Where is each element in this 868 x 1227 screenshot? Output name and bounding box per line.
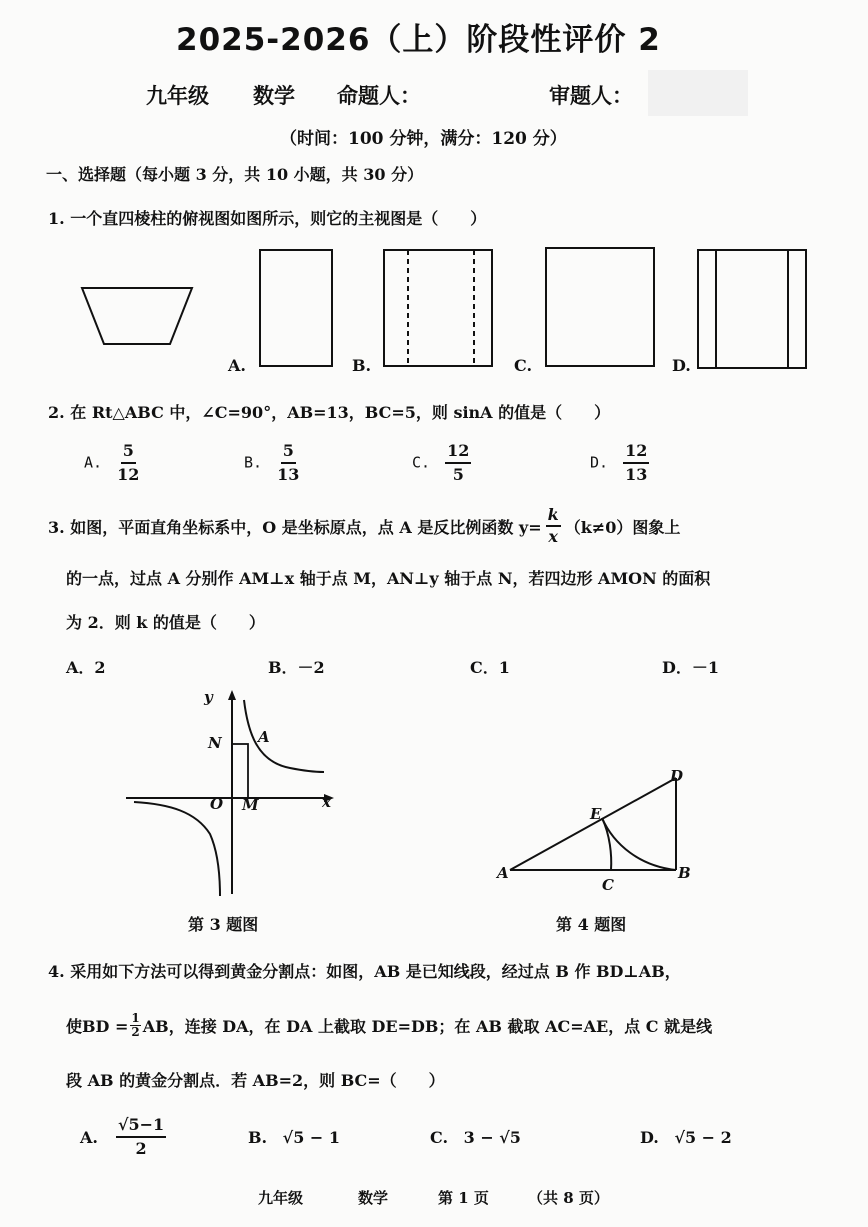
q4-stem-line3: 段 AB 的黄金分割点．若 AB=2，则 BC=（ ） [66,1071,445,1090]
fig4-label-c: C [602,876,614,894]
arc-eb [602,818,676,870]
q2-option-b-label: B. [244,453,263,472]
q1-option-d[interactable]: D. [672,356,691,375]
q1-option-c[interactable]: C. [514,356,533,375]
q4-option-a[interactable] [80,1114,166,1160]
redacted-reviewer-name [648,70,748,116]
section-heading: 一、选择题（每小题 3 分，共 10 小题，共 30 分） [46,165,424,184]
q1-figures [70,240,820,380]
q3-option-a[interactable]: A．2 [66,658,106,677]
footer-total: （共 8 页） [528,1189,609,1207]
grade-label: 九年级 [146,84,209,108]
q3-stem-line2: 的一点，过点 A 分别作 AM⊥x 轴于点 M，AN⊥y 轴于点 N，若四边形 AMON 的面积 [66,569,711,588]
q3-option-b[interactable]: B．－2 [268,658,325,677]
q1-stem: 1. 一个直四棱柱的俯视图如图所示，则它的主视图是（ ） [48,209,487,228]
q4-line2-part1: 使BD = [66,1017,129,1036]
q2-option-b[interactable] [244,440,299,486]
q2-option-d-frac: $\frac{12}{13}$ [625,441,648,484]
fig3-label-a: A [258,728,270,746]
page-title: 2025-2026（上）阶段性评价 2 [176,22,661,58]
fig3-graph [120,684,350,904]
q4-option-d-label: D. [640,1128,659,1147]
option-d-figure [698,250,806,368]
fig4-label-d: D [670,767,684,785]
q4-option-b-value: √5 − 1 [282,1128,340,1147]
q2-option-c-frac: $\frac{12}{5}$ [447,441,470,484]
option-b-figure [384,250,492,366]
fig4-caption: 第 4 题图 [556,915,627,934]
fig3-label-n: N [208,734,222,752]
q3-option-d[interactable]: D．－1 [662,658,720,677]
q4-option-b-label: B. [248,1128,268,1147]
q4-option-c-label: C. [430,1128,449,1147]
option-a-figure [260,250,332,366]
time-info: （时间：100 分钟，满分：120 分） [280,129,567,149]
q4-option-a-frac: $\frac{√5-1}{2}$ [117,1115,165,1158]
q3-stem-part2: （k≠0）图象上 [564,517,681,537]
trapezoid-top-view [82,288,192,344]
q4-half-frac: $\frac{1}{2}$ [131,1011,140,1039]
fig3-label-o: O [210,795,224,813]
q4-option-d[interactable] [640,1128,732,1147]
q3-stem-part1: 3. 如图，平面直角坐标系中，O 是坐标原点，点 A 是反比例函数 y= [48,517,542,537]
q2-option-d-label: D. [590,453,609,472]
segment-ad [510,778,676,870]
fig4-label-a: A [497,864,509,882]
q1-option-a[interactable]: A. [228,356,246,375]
fig3-caption: 第 3 题图 [188,915,259,934]
q2-option-c-label: C. [412,453,431,472]
hyperbola-branch-1 [244,700,324,772]
q3-stem-line1 [48,505,680,547]
fig4-label-e: E [590,805,602,823]
fig4-label-b: B [678,864,691,882]
q2-option-a[interactable] [84,440,139,486]
q2-option-b-frac: $\frac{5}{13}$ [277,441,300,484]
q2-option-c[interactable] [412,440,471,486]
rectangle-amon [232,744,248,798]
author-label: 命题人： [337,84,421,108]
q3-stem-line3: 为 2．则 k 的值是（ ） [66,613,265,632]
q3-function-frac: $\frac{k}{x}$ [547,505,559,546]
q4-stem-line1: 4. 采用如下方法可以得到黄金分割点：如图，AB 是已知线段，经过点 B 作 BD⊥AB， [48,962,681,981]
q4-option-d-value: √5 − 2 [674,1128,732,1147]
subject-label: 数学 [253,84,295,108]
q4-option-c-value: 3 − √5 [463,1128,521,1147]
option-c-figure [546,248,654,366]
fig3-label-m: M [242,796,259,814]
q2-option-a-frac: $\frac{5}{12}$ [117,441,140,484]
q4-stem-line2 [66,1012,712,1039]
y-axis-arrow [228,690,236,700]
fig3-label-y: y [204,688,213,706]
q4-option-a-label: A. [80,1127,98,1147]
q2-stem: 2. 在 Rt△ABC 中，∠C=90°，AB=13，BC=5，则 sinA 的值是（ ） [48,403,611,422]
q3-option-c[interactable]: C．1 [470,658,510,677]
q2-option-d[interactable] [590,440,649,486]
footer-subject: 数学 [358,1189,389,1207]
footer-grade: 九年级 [258,1189,304,1207]
q4-line2-part2: AB，连接 DA，在 DA 上截取 DE=DB；在 AB 截取 AC=AE，点 C 就是线 [142,1017,713,1036]
q2-option-a-label: A. [84,453,103,472]
q4-option-b[interactable] [248,1128,340,1147]
q4-option-c[interactable] [430,1128,521,1147]
reviewer-label: 审题人： [549,84,633,108]
fig3-label-x: x [322,793,331,811]
q1-option-b[interactable]: B. [352,356,372,375]
footer-page: 第 1 页 [438,1189,489,1207]
hyperbola-branch-2 [134,802,220,896]
